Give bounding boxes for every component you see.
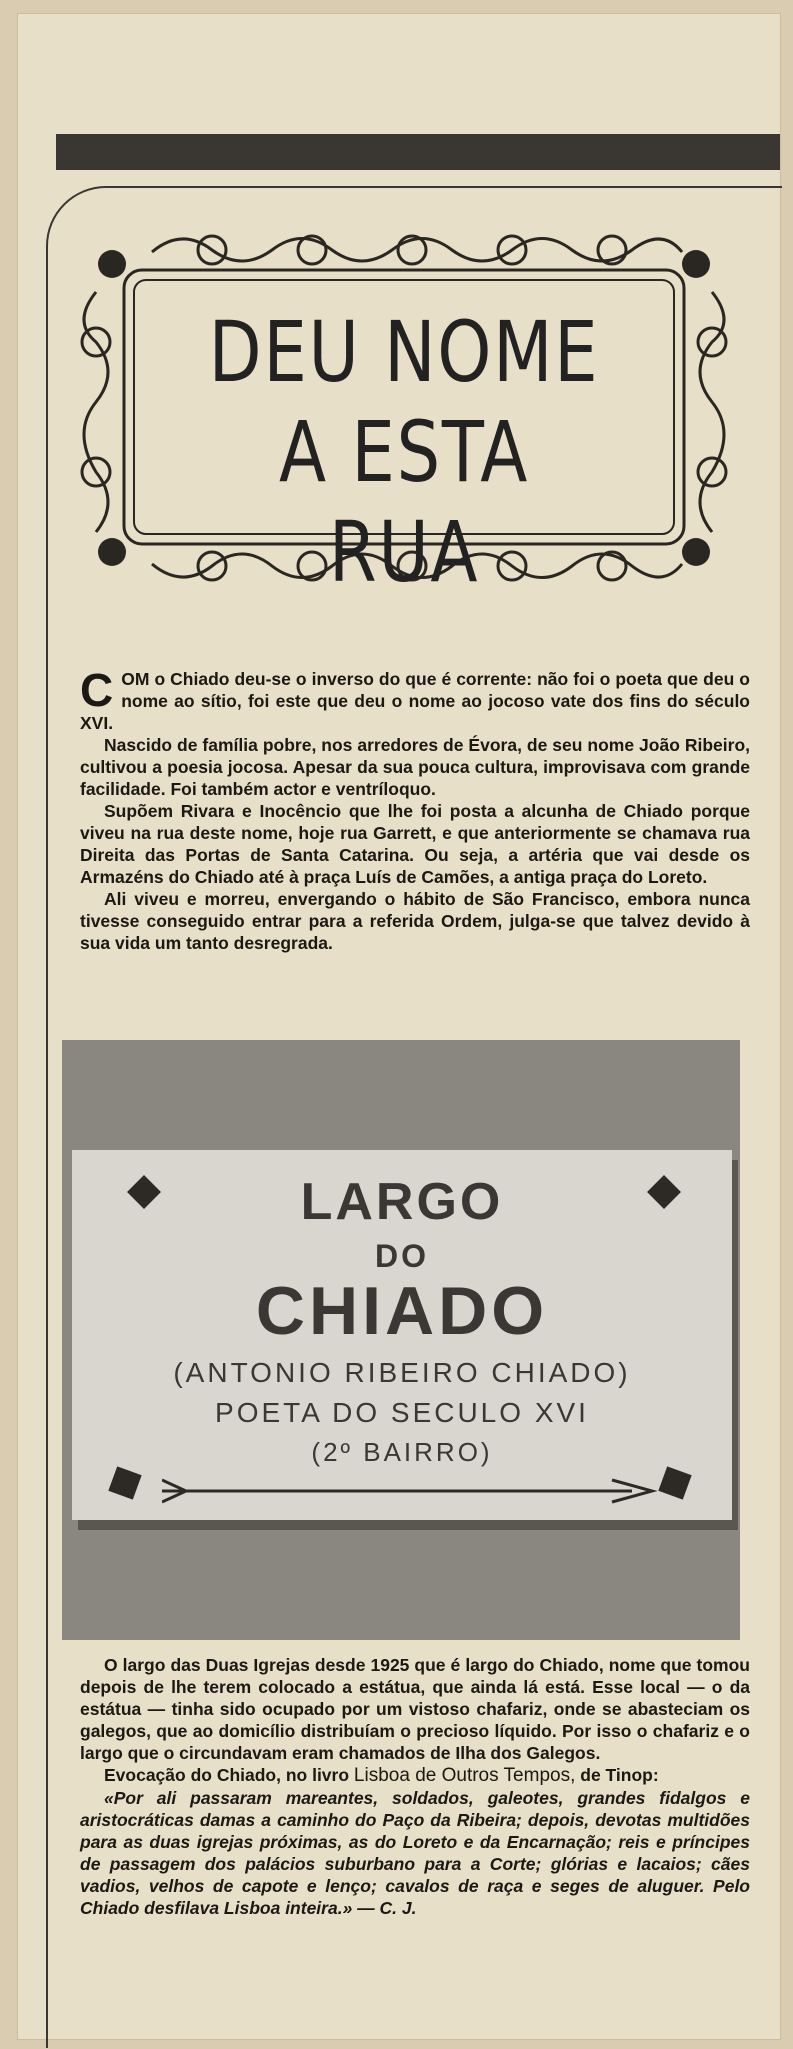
plaque-line-1: LARGO — [300, 1173, 504, 1231]
paragraph-1-text: OM o Chiado deu-se o inverso do que é corrente: não foi o poeta que deu o nome ao sítio, foi este que deu o nome ao jocoso vate dos fins do século XVI. — [80, 669, 750, 733]
title-ornament — [72, 222, 736, 601]
plaque-line-3: CHIADO — [255, 1273, 549, 1349]
paragraph-6-end: de Tinop: — [580, 1765, 659, 1785]
drop-cap: C — [80, 664, 114, 716]
street-sign-photo — [62, 1040, 740, 1640]
plaque-line-2: DO — [375, 1238, 429, 1274]
headline — [206, 302, 603, 602]
article-body — [80, 664, 750, 954]
square-ornament-icon — [658, 1466, 691, 1499]
street-plaque — [72, 1150, 732, 1520]
paragraph-1 — [80, 664, 750, 734]
paragraph-6 — [80, 1764, 750, 1787]
plaque-line-5: POETA DO SECULO XVI — [215, 1397, 589, 1428]
headline-line-1: DEU NOME — [208, 303, 600, 401]
paragraph-2: Nascido de família pobre, nos arredores de Évora, de seu nome João Ribeiro, cultivou a poesia jocosa. Apesar da sua pouca cultura, improvisava com grande facilidade. Foi também actor e ventríloquo. — [80, 735, 750, 799]
quote-paragraph: «Por ali passaram mareantes, soldados, galeotes, grandes fidalgos e aristocráticas damas a caminho do Paço da Ribeira; depois, devotas multidões para as duas igrejas próximas, as do Loreto e da Encarnação; reis e príncipes de passagem dos palácios suburbano para a Corte; glórias e lacaios; cães vadios, velhos de capote e lenço; cavalos de raça e seges de aluguer. Pelo Chiado desfilava Lisboa inteira.» — C. J. — [80, 1788, 750, 1918]
paragraph-6-start: Evocação do Chiado, no livro — [104, 1765, 350, 1785]
plaque-line-6: (2º BAIRRO) — [311, 1437, 493, 1467]
book-title: Lisboa de Outros Tempos, — [353, 1765, 576, 1786]
paragraph-4: Ali viveu e morreu, envergando o hábito de São Francisco, embora nunca tivesse conseguido entrar para a referida Ordem, julga-se que talvez devido à sua vida um tanto desregrada. — [80, 889, 750, 953]
headline-line-2: A ESTA RUA — [279, 403, 529, 601]
square-ornament-icon — [108, 1466, 141, 1499]
plaque-line-4: (ANTONIO RIBEIRO CHIADO) — [173, 1357, 631, 1388]
header-bar — [56, 134, 780, 170]
article-body-2 — [80, 1654, 750, 1919]
paragraph-3: Supõem Rivara e Inocêncio que lhe foi posta a alcunha de Chiado porque viveu na rua deste nome, hoje rua Garrett, e que anteriormente se chamava rua Direita das Portas de Santa Catarina. Ou seja, a artéria que vai desde os Armazéns do Chiado até à praça Luís de Camões, a antiga praça do Loreto. — [80, 801, 750, 887]
arrow-right-icon — [162, 1476, 662, 1506]
paragraph-5: O largo das Duas Igrejas desde 1925 que é largo do Chiado, nome que tomou depois de lhe terem colocado a estátua, que ainda lá está. Esse local — o da estátua — tinha sido ocupado por um vistoso chafariz, onde se abasteciam os galegos, que ao domicílio distribuíam o precioso líquido. Por isso o chafariz e o largo que o circundavam eram chamados de Ilha dos Galegos. — [80, 1655, 750, 1763]
